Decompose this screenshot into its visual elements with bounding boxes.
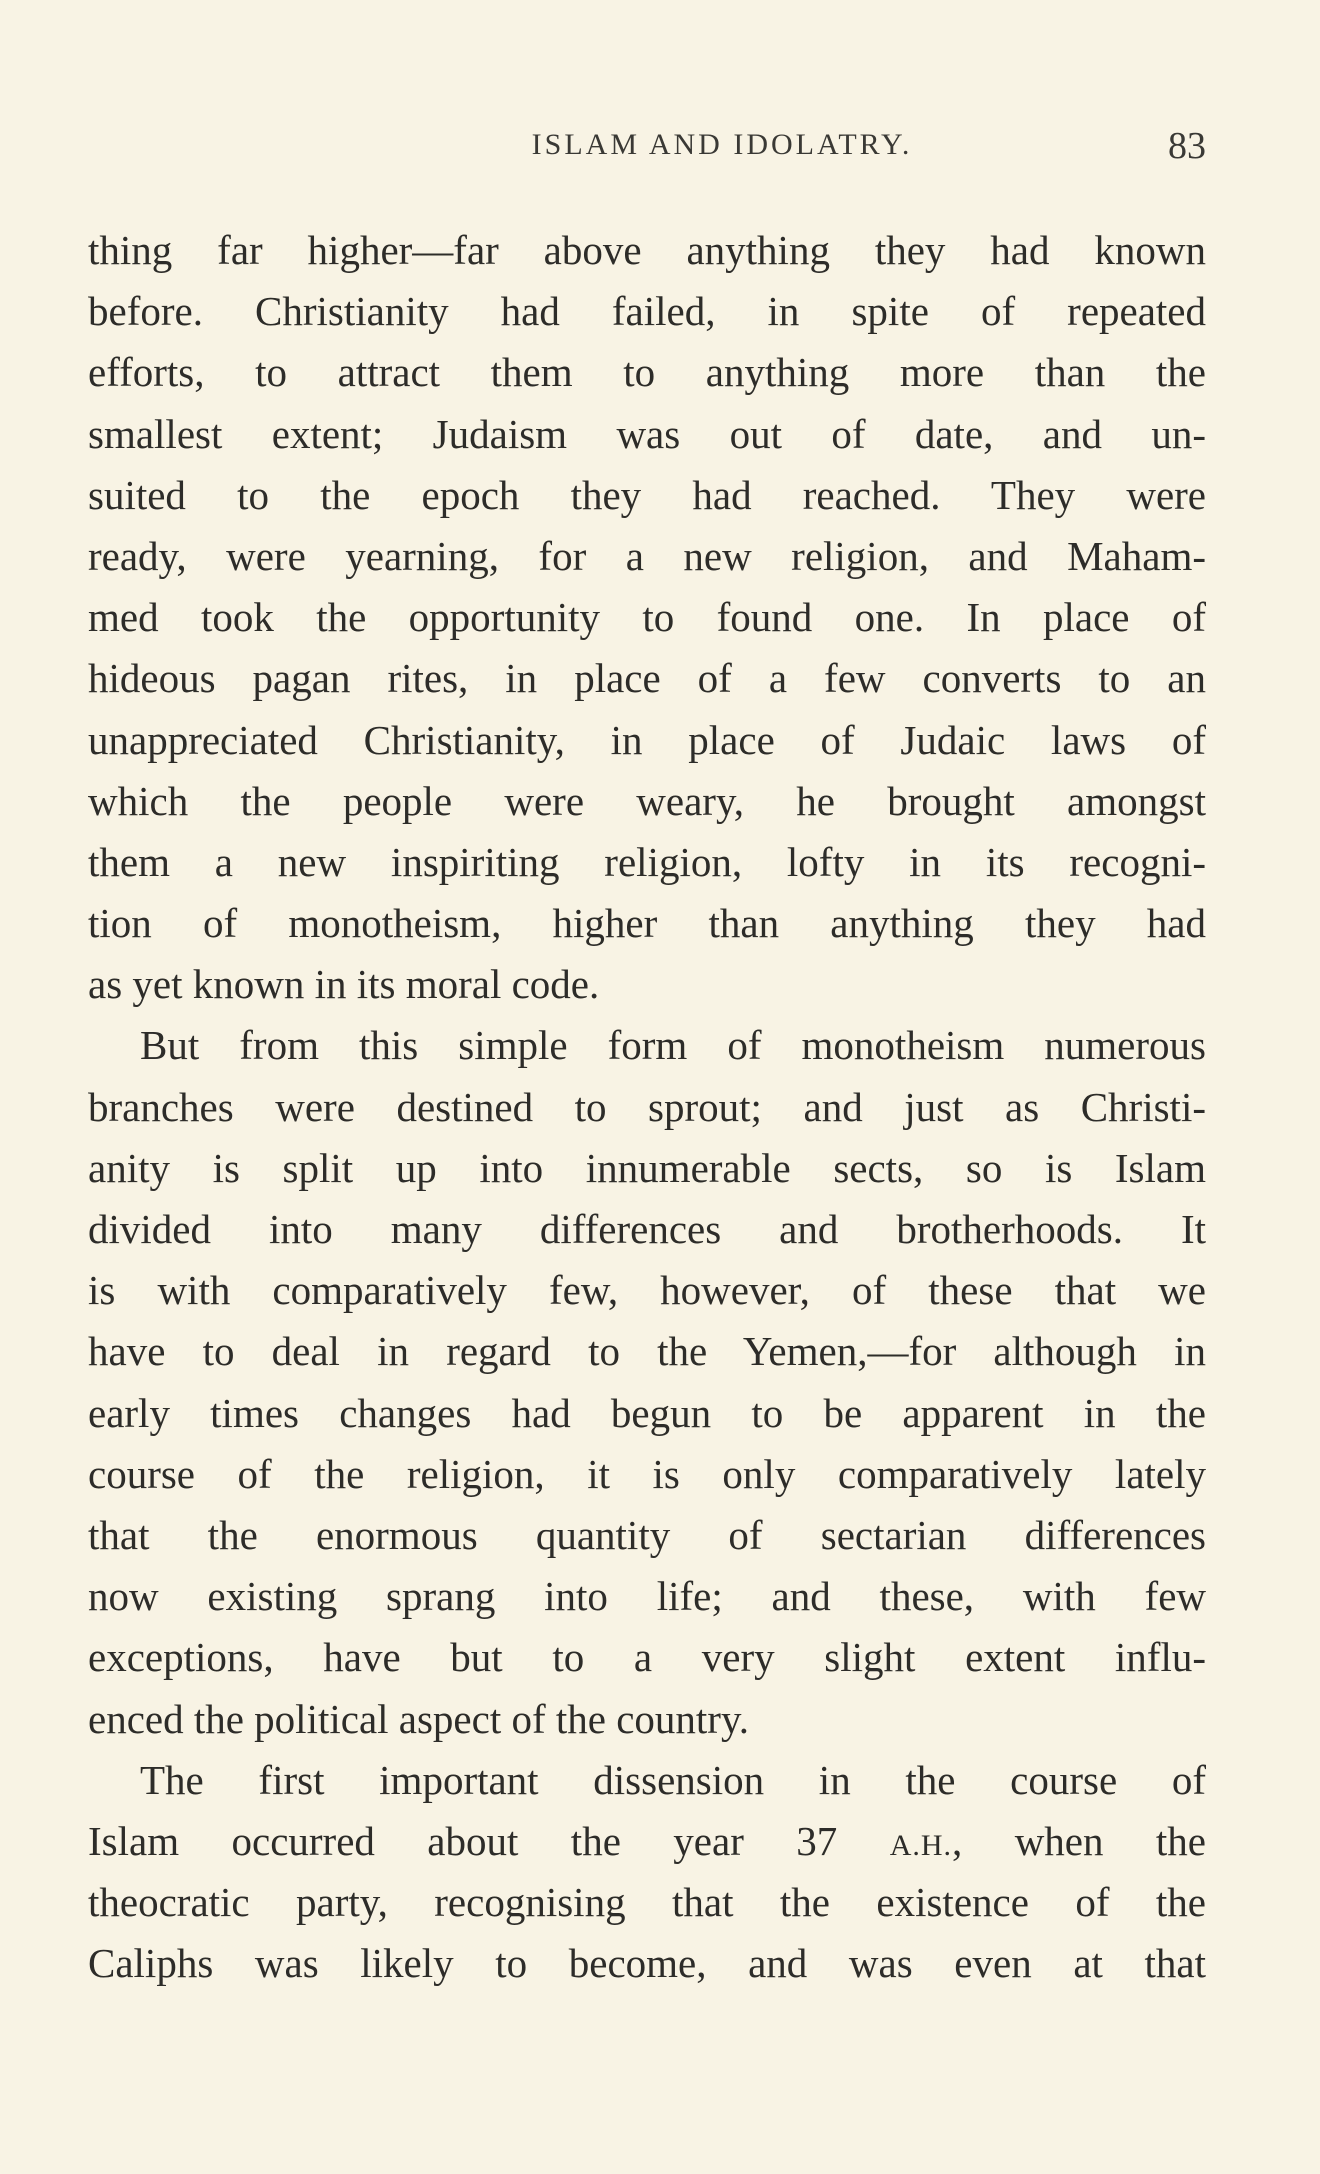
text-line: now existing sprang into life; and these, with few (88, 1573, 1206, 1620)
text-fragment: , when the (952, 1817, 1206, 1864)
text-line: course of the religion, it is only comparatively lately (88, 1450, 1206, 1497)
text-line: smallest extent; Judaism was out of date, and un- (88, 410, 1206, 457)
text-line: which the people were weary, he brought amongst (88, 777, 1206, 824)
text-line: unappreciated Christianity, in place of Judaic laws of (88, 716, 1206, 763)
text-line: have to deal in regard to the Yemen,—for although in (88, 1328, 1206, 1375)
paragraph-end-line: enced the political aspect of the country. (88, 1695, 750, 1742)
smallcaps-abbreviation: A.H. (889, 1828, 953, 1862)
paragraph-start-line: But from this simple form of monotheism numerous (140, 1022, 1206, 1069)
text-line: thing far higher—far above anything they had known (88, 227, 1206, 273)
text-line: early times changes had begun to be apparent in the (88, 1389, 1206, 1436)
text-line: branches were destined to sprout; and just as Christi- (88, 1083, 1206, 1130)
text-line: that the enormous quantity of sectarian differences (88, 1511, 1206, 1558)
text-fragment: Islam occurred about the year 37 (88, 1817, 890, 1864)
running-title: ISLAM AND IDOLATRY. (531, 128, 913, 161)
text-line: ready, were yearning, for a new religion, and Maham- (88, 532, 1206, 579)
text-line: them a new inspiriting religion, lofty in its recogni- (88, 838, 1206, 885)
text-line: exceptions, have but to a very slight extent influ- (88, 1634, 1206, 1681)
text-line: Caliphs was likely to become, and was even at that (88, 1940, 1206, 1987)
paragraph-end-line: as yet known in its moral code. (88, 961, 600, 1008)
text-line: anity is split up into innumerable sects, so is Islam (88, 1144, 1206, 1191)
text-line: suited to the epoch they had reached. They were (88, 471, 1206, 518)
body-text (88, 220, 1206, 1994)
text-line: divided into many differences and brotherhoods. It (88, 1206, 1206, 1252)
text-line: theocratic party, recognising that the existence of the (88, 1879, 1206, 1926)
text-line: hideous pagan rites, in place of a few converts to an (88, 655, 1206, 702)
running-head (88, 125, 1206, 172)
paragraph-start-line: The first important dissension in the course of (140, 1756, 1206, 1803)
text-line: efforts, to attract them to anything more than the (88, 349, 1206, 396)
text-line-with-smallcaps (88, 1811, 1206, 1872)
text-line: tion of monotheism, higher than anything they had (88, 900, 1206, 947)
text-line: before. Christianity had failed, in spite of repeated (88, 288, 1206, 335)
text-line: is with comparatively few, however, of these that we (88, 1267, 1206, 1314)
text-line: med took the opportunity to found one. In place of (88, 594, 1206, 641)
page-number: 83 (1168, 125, 1206, 167)
